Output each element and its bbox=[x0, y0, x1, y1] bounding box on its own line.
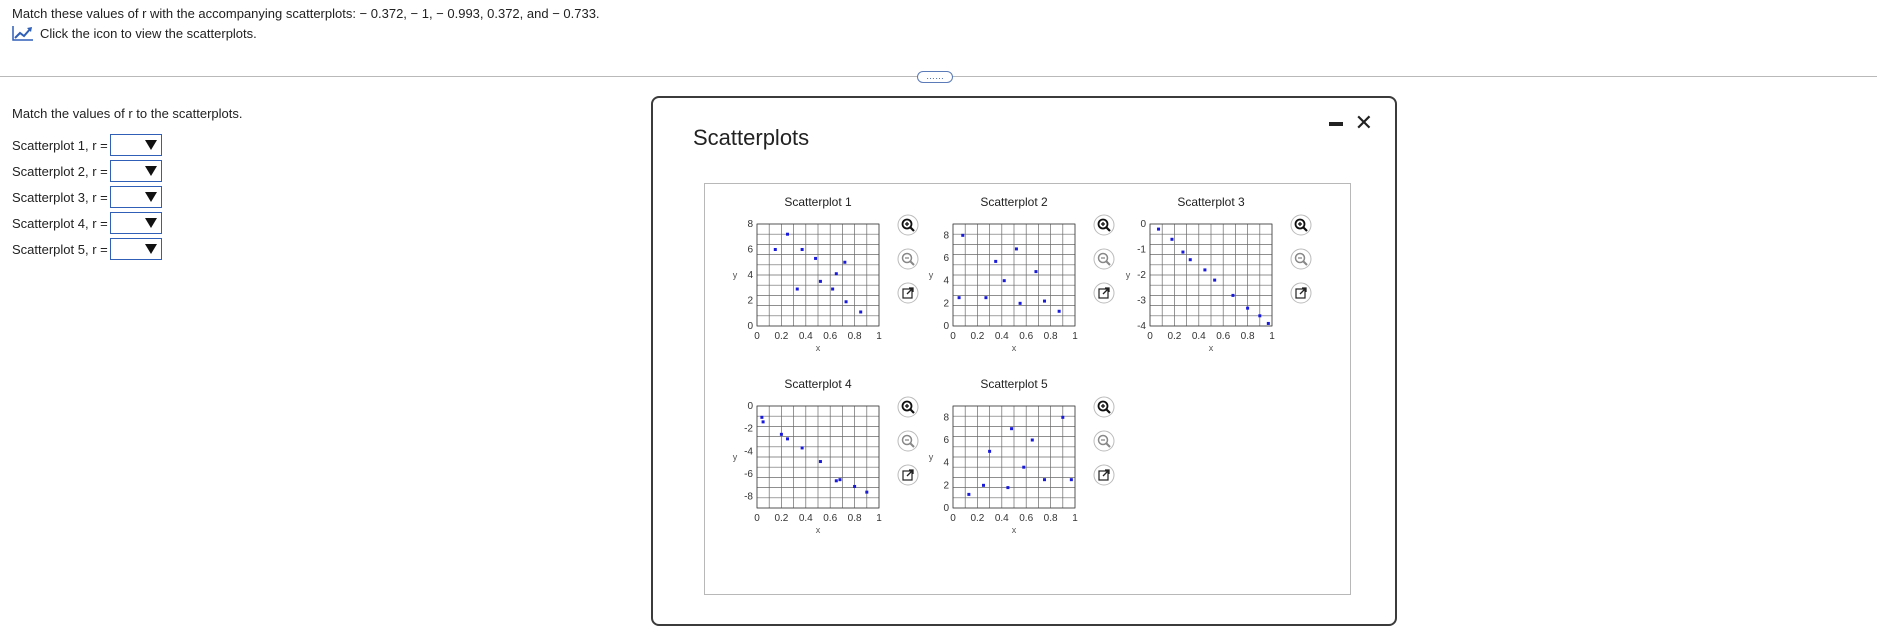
x-tick-label: 0.2 bbox=[970, 331, 985, 342]
y-axis-label: y bbox=[1125, 270, 1131, 280]
data-point bbox=[1189, 258, 1192, 261]
zoom-out-icon[interactable] bbox=[1094, 431, 1114, 451]
icon-bg bbox=[1094, 215, 1114, 235]
scatterplot-4 bbox=[733, 377, 918, 535]
data-point bbox=[786, 233, 789, 236]
scatterplots-dialog bbox=[651, 96, 1397, 626]
match-row bbox=[12, 160, 162, 182]
x-tick-label: 0.8 bbox=[1043, 513, 1058, 524]
y-tick-label: -2 bbox=[744, 423, 753, 435]
x-axis-label: x bbox=[1011, 525, 1017, 535]
x-tick-label: 0.8 bbox=[847, 331, 862, 342]
y-tick-label: 8 bbox=[943, 230, 949, 242]
x-tick-label: 1 bbox=[1072, 513, 1078, 524]
icon-bg bbox=[1291, 249, 1311, 269]
x-axis-label: x bbox=[815, 525, 821, 535]
x-axis-label: x bbox=[815, 343, 821, 353]
x-tick-label: 0.4 bbox=[1191, 331, 1206, 342]
data-point bbox=[1031, 439, 1034, 442]
popout-icon[interactable] bbox=[1094, 283, 1114, 303]
r-value-dropdown[interactable] bbox=[110, 160, 162, 182]
y-tick-label: 0 bbox=[943, 503, 949, 514]
match-label: Scatterplot 2, r = bbox=[12, 163, 108, 179]
expand-button[interactable]: …… bbox=[917, 71, 953, 83]
icon-bg bbox=[898, 215, 918, 235]
x-tick-label: 0 bbox=[950, 331, 956, 342]
match-row bbox=[12, 134, 162, 156]
y-tick-label: 0 bbox=[747, 401, 753, 412]
y-axis-label: y bbox=[928, 452, 934, 462]
y-tick-label: -4 bbox=[1137, 321, 1146, 332]
match-row bbox=[12, 212, 162, 234]
chart-title: Scatterplot 3 bbox=[1177, 195, 1245, 209]
icon-bg bbox=[1094, 249, 1114, 269]
data-point bbox=[1043, 300, 1046, 303]
data-point bbox=[819, 460, 822, 463]
x-tick-label: 1 bbox=[876, 513, 882, 524]
data-point bbox=[1015, 247, 1018, 250]
x-tick-label: 0.6 bbox=[823, 331, 838, 342]
data-point bbox=[843, 261, 846, 264]
y-tick-label: -4 bbox=[744, 446, 753, 458]
data-point bbox=[984, 296, 987, 299]
y-axis-label: y bbox=[732, 452, 738, 462]
match-row bbox=[12, 186, 162, 208]
scatterplot-1 bbox=[733, 195, 918, 353]
zoom-in-icon[interactable] bbox=[1094, 397, 1114, 417]
data-point bbox=[1043, 478, 1046, 481]
icon-bg bbox=[1094, 397, 1114, 417]
zoom-out-icon[interactable] bbox=[898, 249, 918, 269]
data-point bbox=[1058, 310, 1061, 313]
icon-bg bbox=[898, 249, 918, 269]
x-tick-label: 0.6 bbox=[1019, 513, 1034, 524]
data-point bbox=[762, 420, 765, 423]
x-tick-label: 0.6 bbox=[823, 513, 838, 524]
x-tick-label: 0.4 bbox=[994, 513, 1009, 524]
zoom-out-icon[interactable] bbox=[898, 431, 918, 451]
minimize-icon[interactable] bbox=[1329, 122, 1343, 126]
dropdown-arrow-icon bbox=[145, 192, 157, 202]
y-tick-label: -2 bbox=[1137, 270, 1146, 281]
y-tick-label: 2 bbox=[943, 298, 949, 310]
r-value-dropdown[interactable] bbox=[110, 134, 162, 156]
data-point bbox=[1258, 314, 1261, 317]
data-point bbox=[1170, 238, 1173, 241]
data-point bbox=[774, 248, 777, 251]
x-axis-label: x bbox=[1208, 343, 1214, 353]
y-tick-label: -3 bbox=[1137, 295, 1146, 307]
x-tick-label: 0.2 bbox=[970, 513, 985, 524]
x-tick-label: 0.8 bbox=[1240, 331, 1255, 342]
scatterplots-canvas bbox=[705, 184, 1350, 594]
y-tick-label: 0 bbox=[943, 321, 949, 332]
data-point bbox=[1034, 270, 1037, 273]
y-tick-label: 0 bbox=[747, 321, 753, 332]
x-tick-label: 1 bbox=[876, 331, 882, 342]
data-point bbox=[1061, 416, 1064, 419]
x-tick-label: 1 bbox=[1269, 331, 1275, 342]
x-tick-label: 0.8 bbox=[1043, 331, 1058, 342]
data-point bbox=[801, 446, 804, 449]
popout-icon[interactable] bbox=[898, 283, 918, 303]
x-tick-label: 0.4 bbox=[994, 331, 1009, 342]
dialog-title: Scatterplots bbox=[693, 125, 810, 150]
data-point bbox=[958, 296, 961, 299]
data-point bbox=[967, 493, 970, 496]
y-axis-label: y bbox=[732, 270, 738, 280]
data-point bbox=[1006, 486, 1009, 489]
data-point bbox=[786, 437, 789, 440]
data-point bbox=[1246, 307, 1249, 310]
data-point bbox=[819, 280, 822, 283]
data-point bbox=[1010, 427, 1013, 430]
y-tick-label: -8 bbox=[744, 491, 753, 503]
scatterplot-2 bbox=[929, 195, 1114, 353]
chart-title: Scatterplot 1 bbox=[784, 195, 852, 209]
zoom-in-icon[interactable] bbox=[898, 397, 918, 417]
data-point bbox=[760, 416, 763, 419]
match-label: Scatterplot 1, r = bbox=[12, 137, 108, 153]
data-point bbox=[853, 485, 856, 488]
x-tick-label: 0 bbox=[754, 513, 760, 524]
data-point bbox=[835, 479, 838, 482]
zoom-out-icon[interactable] bbox=[1094, 249, 1114, 269]
icon-bg bbox=[898, 431, 918, 451]
chart-icon[interactable] bbox=[12, 25, 34, 41]
x-tick-label: 0.4 bbox=[798, 513, 813, 524]
x-tick-label: 0.6 bbox=[1019, 331, 1034, 342]
data-point bbox=[1022, 466, 1025, 469]
data-point bbox=[988, 450, 991, 453]
data-point bbox=[994, 260, 997, 263]
data-point bbox=[838, 478, 841, 481]
y-tick-label: 4 bbox=[943, 457, 949, 469]
r-value-dropdown[interactable] bbox=[110, 238, 162, 260]
x-tick-label: 0 bbox=[1147, 331, 1153, 342]
y-axis-label: y bbox=[928, 270, 934, 280]
hint-text[interactable]: Click the icon to view the scatterplots. bbox=[40, 25, 257, 41]
icon-bg bbox=[1291, 215, 1311, 235]
x-tick-label: 0.2 bbox=[774, 513, 789, 524]
data-point bbox=[1181, 251, 1184, 254]
zoom-in-icon[interactable] bbox=[1094, 215, 1114, 235]
y-tick-label: 8 bbox=[943, 412, 949, 424]
data-point bbox=[1267, 322, 1270, 325]
data-point bbox=[1003, 279, 1006, 282]
data-point bbox=[1231, 294, 1234, 297]
scatterplot-3 bbox=[1126, 195, 1311, 353]
y-tick-label: 2 bbox=[747, 295, 753, 307]
zoom-in-icon[interactable] bbox=[1291, 215, 1311, 235]
data-point bbox=[865, 491, 868, 494]
r-value-dropdown[interactable] bbox=[110, 212, 162, 234]
icon-bg bbox=[898, 397, 918, 417]
y-tick-label: -1 bbox=[1137, 244, 1146, 256]
dropdown-arrow-icon bbox=[145, 166, 157, 176]
match-row bbox=[12, 238, 162, 260]
data-point bbox=[845, 300, 848, 303]
zoom-in-icon[interactable] bbox=[898, 215, 918, 235]
x-tick-label: 1 bbox=[1072, 331, 1078, 342]
y-tick-label: 6 bbox=[943, 435, 949, 446]
x-axis-label: x bbox=[1011, 343, 1017, 353]
x-tick-label: 0.8 bbox=[847, 513, 862, 524]
scatterplot-5 bbox=[929, 377, 1114, 535]
x-tick-label: 0.2 bbox=[774, 331, 789, 342]
match-label: Scatterplot 5, r = bbox=[12, 241, 108, 257]
close-icon[interactable]: ✕ bbox=[1354, 110, 1373, 135]
y-tick-label: 4 bbox=[747, 270, 753, 281]
data-point bbox=[831, 288, 834, 291]
chart-title: Scatterplot 2 bbox=[980, 195, 1048, 209]
y-tick-label: 4 bbox=[943, 275, 949, 287]
hint-row bbox=[12, 25, 257, 41]
data-point bbox=[1203, 268, 1206, 271]
y-tick-label: 8 bbox=[747, 219, 753, 230]
x-tick-label: 0.4 bbox=[798, 331, 813, 342]
x-tick-label: 0 bbox=[754, 331, 760, 342]
popout-icon[interactable] bbox=[1291, 283, 1311, 303]
x-tick-label: 0.6 bbox=[1216, 331, 1231, 342]
data-point bbox=[796, 288, 799, 291]
data-point bbox=[780, 433, 783, 436]
data-point bbox=[1070, 478, 1073, 481]
data-point bbox=[835, 272, 838, 275]
scatterplots-panel bbox=[704, 183, 1351, 595]
y-tick-label: -6 bbox=[744, 469, 753, 480]
data-point bbox=[1157, 228, 1160, 231]
chart-title: Scatterplot 4 bbox=[784, 377, 852, 391]
y-tick-label: 6 bbox=[747, 244, 753, 256]
match-instruction: Match the values of r to the scatterplots. bbox=[12, 106, 243, 121]
y-tick-label: 0 bbox=[1140, 219, 1146, 230]
data-point bbox=[1213, 279, 1216, 282]
data-point bbox=[1019, 302, 1022, 305]
data-point bbox=[814, 257, 817, 260]
icon-bg bbox=[1094, 431, 1114, 451]
match-label: Scatterplot 4, r = bbox=[12, 215, 108, 231]
match-label: Scatterplot 3, r = bbox=[12, 189, 108, 205]
r-value-dropdown[interactable] bbox=[110, 186, 162, 208]
chart-title: Scatterplot 5 bbox=[980, 377, 1048, 391]
data-point bbox=[982, 484, 985, 487]
data-point bbox=[801, 248, 804, 251]
question-text: Match these values of r with the accompanying scatterplots: − 0.372, − 1, − 0.993, 0.372, and − 0.733. bbox=[12, 6, 600, 21]
dropdown-arrow-icon bbox=[145, 244, 157, 254]
data-point bbox=[859, 310, 862, 313]
x-tick-label: 0.2 bbox=[1167, 331, 1182, 342]
dropdown-arrow-icon bbox=[145, 218, 157, 228]
zoom-out-icon[interactable] bbox=[1291, 249, 1311, 269]
x-tick-label: 0 bbox=[950, 513, 956, 524]
dropdown-arrow-icon bbox=[145, 140, 157, 150]
data-point bbox=[961, 234, 964, 237]
y-tick-label: 6 bbox=[943, 253, 949, 264]
y-tick-label: 2 bbox=[943, 480, 949, 492]
popout-icon[interactable] bbox=[1094, 465, 1114, 485]
popout-icon[interactable] bbox=[898, 465, 918, 485]
